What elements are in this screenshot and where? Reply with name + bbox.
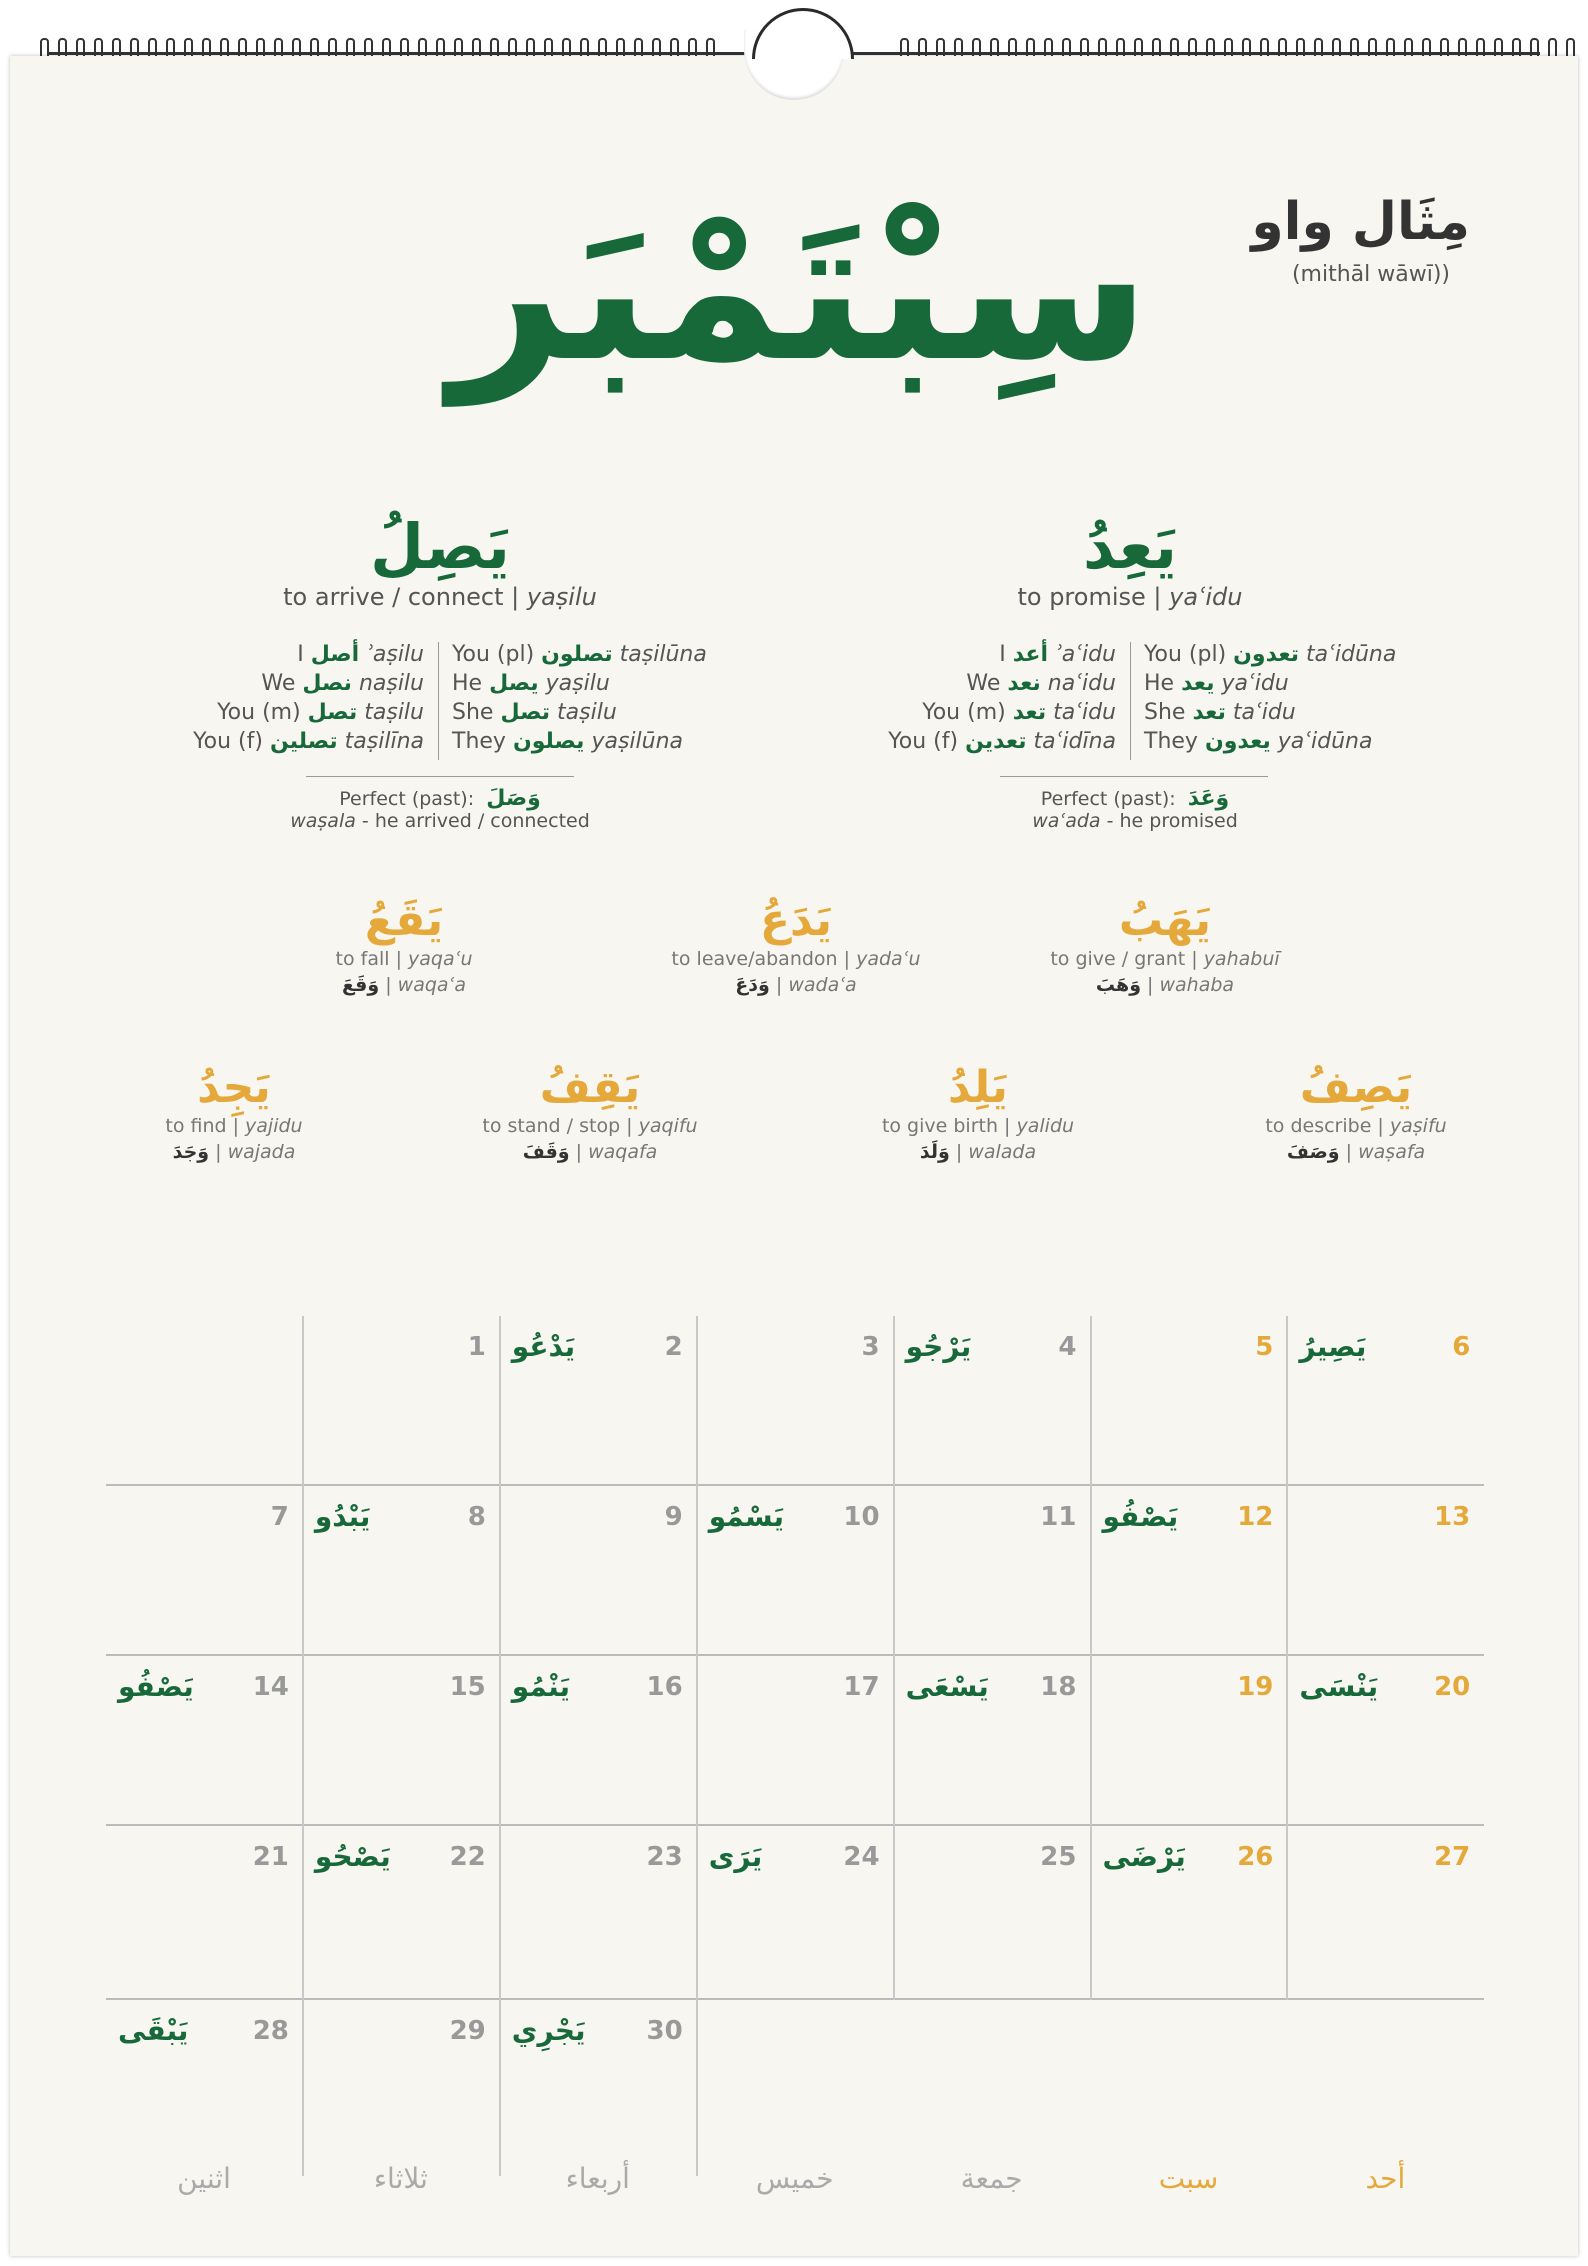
day-number: 7 — [270, 1502, 289, 1532]
day-number: 19 — [1237, 1672, 1274, 1702]
day-number: 20 — [1434, 1672, 1471, 1702]
small-verb-meaning: to stand / stop | yaqifu — [482, 1115, 698, 1137]
conjugation-row: She تصل taṣilu — [452, 700, 617, 725]
perfect-1: Perfect (past): وَصَلَ waṣala - he arrived / connected — [290, 786, 590, 832]
small-verb: يَجِدُ — [197, 1062, 271, 1113]
day-number: 2 — [664, 1332, 683, 1362]
calendar-day[interactable] — [106, 1826, 303, 2000]
calendar-day[interactable] — [894, 1486, 1091, 1656]
day-number: 18 — [1040, 1672, 1077, 1702]
day-verb: يَصِيرُ — [1299, 1330, 1367, 1363]
small-verb-card — [1035, 895, 1295, 998]
conjugation-left-1 — [180, 640, 424, 756]
calendar-day[interactable] — [1287, 1656, 1484, 1826]
verb-meaning: to arrive / connect | yaṣilu — [283, 583, 597, 611]
day-number: 4 — [1058, 1332, 1077, 1362]
calendar-day[interactable] — [894, 1826, 1091, 2000]
small-verb: يَقَعُ — [364, 895, 444, 946]
calendar-day[interactable] — [500, 1316, 697, 1486]
conjugation-row: I أعد ʾaʿidu — [999, 642, 1116, 667]
day-verb: يَصْفُو — [1102, 1500, 1179, 1533]
calendar-day[interactable] — [697, 1656, 894, 1826]
conjugation-right-2 — [1144, 640, 1404, 756]
small-verb-card — [848, 1062, 1108, 1165]
conjugation-row: They يصلون yaṣilūna — [452, 729, 683, 754]
day-number: 5 — [1255, 1332, 1274, 1362]
weekday-label: سبت — [1158, 2162, 1219, 2195]
day-number: 29 — [449, 2016, 486, 2046]
verb-meaning: to promise | yaʿidu — [1017, 583, 1243, 611]
calendar-day[interactable] — [894, 1656, 1091, 1826]
calendar-day[interactable] — [1091, 1316, 1288, 1486]
divider — [306, 776, 574, 777]
small-verb-card — [104, 1062, 364, 1165]
calendar-day[interactable] — [1091, 1826, 1288, 2000]
day-number: 17 — [843, 1672, 880, 1702]
small-verb-past: وَدَعَ | wadaʿa — [735, 974, 857, 996]
calendar-day[interactable] — [303, 2000, 500, 2176]
small-verb-meaning: to fall | yaqaʿu — [335, 948, 473, 970]
calendar-day[interactable] — [500, 2000, 697, 2176]
calendar-day[interactable] — [697, 1316, 894, 1486]
calendar-day[interactable] — [303, 1826, 500, 2000]
day-number: 8 — [467, 1502, 486, 1532]
calendar-day[interactable] — [500, 1486, 697, 1656]
month-title: سِبْتَمْبَر — [449, 173, 1151, 406]
day-number: 14 — [252, 1672, 289, 1702]
small-verb-past: وَقَعَ | waqaʿa — [341, 974, 467, 996]
calendar-day[interactable] — [1091, 1656, 1288, 1826]
small-verb: يَدَعُ — [760, 895, 832, 946]
day-number: 10 — [843, 1502, 880, 1532]
day-number: 25 — [1040, 1842, 1077, 1872]
conjugation-row: They يعدون yaʿidūna — [1144, 729, 1373, 754]
small-verb: يَقِفُ — [539, 1062, 641, 1113]
main-verb-card-1 — [180, 510, 700, 611]
small-verb-past: وَجَدَ | wajada — [172, 1141, 296, 1163]
day-number: 28 — [252, 2016, 289, 2046]
weekday-label: أربعاء — [565, 2162, 630, 2195]
small-verb-past: وَهَبَ | wahaba — [1095, 974, 1235, 996]
conjugation-row: You (f) تصلين taṣilīna — [193, 729, 424, 754]
main-verb: يَصِلُ — [370, 510, 510, 583]
day-number: 9 — [664, 1502, 683, 1532]
day-verb: يَسْعَى — [905, 1670, 989, 1703]
day-verb: يَدْعُو — [511, 1330, 576, 1363]
day-number: 27 — [1434, 1842, 1471, 1872]
calendar-day[interactable] — [1091, 1486, 1288, 1656]
calendar-day[interactable] — [303, 1656, 500, 1826]
divider — [1130, 642, 1131, 760]
day-number: 16 — [646, 1672, 683, 1702]
day-verb: يَرَى — [708, 1840, 763, 1873]
small-verb: يَلِدُ — [948, 1062, 1008, 1113]
day-number: 3 — [861, 1332, 880, 1362]
calendar-day[interactable] — [106, 2000, 303, 2176]
conjugation-row: You (f) تعدين taʿidīna — [888, 729, 1116, 754]
conjugation-row: We نعد naʿidu — [966, 671, 1116, 696]
day-verb: يَرْجُو — [905, 1330, 972, 1363]
calendar-day[interactable] — [1287, 1826, 1484, 2000]
perfect-2: Perfect (past): وَعَدَ waʿada - he promised — [1032, 786, 1238, 832]
small-verb-past: وَقَفَ | waqafa — [522, 1141, 658, 1163]
small-verb: يَصِفُ — [1299, 1062, 1413, 1113]
main-verb: يَعِدُ — [1082, 510, 1178, 583]
day-verb: يَصْحُو — [314, 1840, 391, 1873]
conjugation-left-2 — [872, 640, 1116, 756]
weekday-label: أحد — [1365, 2162, 1406, 2195]
small-verb-card — [274, 895, 534, 998]
calendar-day[interactable] — [697, 1826, 894, 2000]
conjugation-row: She تعد taʿidu — [1144, 700, 1296, 725]
day-number: 21 — [252, 1842, 289, 1872]
day-verb: يَرْضَى — [1102, 1840, 1186, 1873]
small-verb-meaning: to leave/abandon | yadaʿu — [671, 948, 921, 970]
day-number: 30 — [646, 2016, 683, 2046]
divider — [438, 642, 439, 760]
weekday-label: اثنين — [177, 2162, 231, 2195]
main-verb-card-2 — [870, 510, 1390, 611]
pattern-subtitle: (mithāl wāwī)) — [1291, 262, 1450, 287]
conjugation-row: You (m) تصل taṣilu — [217, 700, 424, 725]
day-number: 6 — [1452, 1332, 1471, 1362]
weekday-label: ثلاثاء — [373, 2162, 428, 2195]
day-number: 24 — [843, 1842, 880, 1872]
small-verb-card — [460, 1062, 720, 1165]
calendar-day[interactable] — [1287, 1316, 1484, 1486]
day-verb: يَنْسَى — [1299, 1670, 1379, 1703]
day-number: 13 — [1434, 1502, 1471, 1532]
day-number: 12 — [1237, 1502, 1274, 1532]
day-verb: يَصْفُو — [118, 1670, 194, 1703]
small-verb-card — [666, 895, 926, 998]
calendar-day[interactable] — [303, 1486, 500, 1656]
day-number: 22 — [449, 1842, 486, 1872]
day-number: 15 — [449, 1672, 486, 1702]
conjugation-row: We نصل naṣilu — [261, 671, 424, 696]
day-verb: يَسْمُو — [708, 1500, 785, 1533]
calendar-day[interactable] — [1287, 1486, 1484, 1656]
small-verb-meaning: to give birth | yalidu — [881, 1115, 1075, 1137]
day-verb: يَجْرِي — [511, 2014, 586, 2047]
calendar-day[interactable] — [500, 1656, 697, 1826]
conjugation-right-1 — [452, 640, 712, 756]
conjugation-row: He يعد yaʿidu — [1144, 671, 1289, 696]
small-verb-card — [1226, 1062, 1486, 1165]
day-number: 1 — [467, 1332, 486, 1362]
pattern-title: مِثَال واو — [1251, 192, 1470, 252]
small-verb-past: وَلَدَ | walada — [919, 1141, 1037, 1163]
calendar-day[interactable] — [697, 1486, 894, 1656]
day-number: 23 — [646, 1842, 683, 1872]
conjugation-row: I أصل ʾaṣilu — [297, 642, 424, 667]
conjugation-row: He يصل yaṣilu — [452, 671, 610, 696]
calendar-day[interactable] — [500, 1826, 697, 2000]
weekday-label: جمعة — [960, 2162, 1023, 2195]
day-verb: يَنْمُو — [511, 1670, 571, 1703]
day-number: 11 — [1040, 1502, 1077, 1532]
calendar-day[interactable] — [303, 1316, 500, 1486]
calendar-day[interactable] — [894, 1316, 1091, 1486]
day-verb: يَبْدُو — [314, 1500, 371, 1533]
small-verb-past: وَصَفَ | waṣafa — [1286, 1141, 1426, 1163]
conjugation-row: You (pl) تصلون taṣilūna — [452, 642, 707, 667]
divider — [1000, 776, 1268, 777]
conjugation-row: You (m) تعد taʿidu — [922, 700, 1116, 725]
calendar-day[interactable] — [106, 1656, 303, 1826]
day-verb: يَبْقَى — [118, 2014, 189, 2047]
day-number: 26 — [1237, 1842, 1274, 1872]
small-verb-meaning: to describe | yaṣifu — [1265, 1115, 1447, 1137]
small-verb-meaning: to give / grant | yahabuī — [1050, 948, 1280, 970]
weekday-label: خميس — [755, 2162, 834, 2195]
calendar-day[interactable] — [106, 1486, 303, 1656]
conjugation-row: You (pl) تعدون taʿidūna — [1144, 642, 1397, 667]
small-verb: يَهَبُ — [1118, 895, 1212, 946]
small-verb-meaning: to find | yajidu — [165, 1115, 303, 1137]
